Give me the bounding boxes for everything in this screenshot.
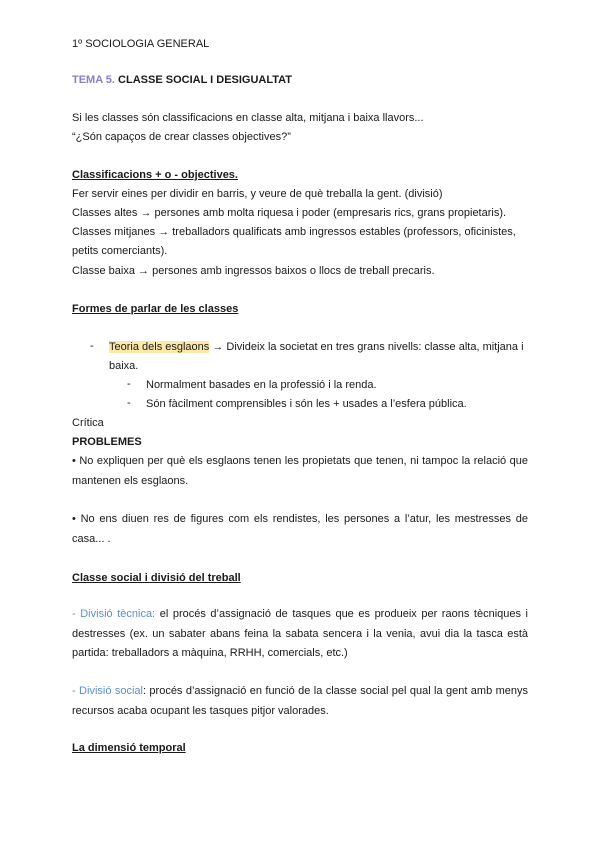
intro-line-2: “¿Són capaços de crear classes objectives?”: [72, 131, 291, 143]
problem-paragraph-1: • No expliquen per què els esglaons tenen les propietats que tenen, ni tampoc la relació que mantenen els esglaons.: [72, 455, 528, 487]
divisio-social-label: - Divisió social: [72, 685, 143, 697]
list-bullet-dash: -: [90, 340, 94, 352]
sublist-bullet-dash: -: [127, 397, 131, 409]
section-heading-formes: Formes de parlar de les classes: [72, 303, 239, 315]
section-heading-classificacions: Classificacions + o - objectives.: [72, 169, 238, 181]
section1-line-5: Classe baixa → persones amb ingressos baixos o llocs de treball precaris.: [72, 265, 435, 277]
section-heading-divisio: Classe social i divisió del treball: [72, 572, 241, 584]
list-item-text: → Divideix la societat en tres grans nivells: classe alta, mitjana i: [209, 341, 524, 353]
divisio-tecnica-paragraph: [72, 605, 528, 664]
problem-paragraph-2: • No ens diuen res de figures com els rendistes, les persones a l’atur, les mestresses de casa... .: [72, 513, 528, 545]
section-heading-temporal: La dimensió temporal: [72, 742, 186, 754]
list-item-continuation: baixa.: [109, 360, 139, 372]
divisio-social-paragraph: [72, 682, 528, 721]
highlighted-term: Teoria dels esglaons: [109, 341, 210, 353]
divisio-tecnica-text: el procés d’assignació de tasques que es produeix per raons tècniques i destresses (ex. un sabater abans feina la sabata sencera i la venia, avui dia la tasca està partida: treballadors a màquina, RRHH, comercials, etc.): [72, 608, 529, 659]
sublist-item-1: Normalment basades en la professió i la renda.: [146, 379, 377, 391]
critica-label: Crítica: [72, 417, 104, 429]
title-text: CLASSE SOCIAL I DESIGUALTAT: [115, 74, 293, 86]
sublist-bullet-dash: -: [127, 378, 131, 390]
problemes-heading: PROBLEMES: [72, 436, 142, 448]
section1-line-2: Classes altes → persones amb molta riquesa i poder (empresaris rics, grans propietaris).: [72, 207, 507, 219]
list-item-esglaons: [109, 340, 524, 354]
divisio-tecnica-label: - Divisió tècnica:: [72, 608, 156, 620]
document-title: [72, 73, 292, 87]
divisio-social-text: : procés d’assignació en funció de la classe social pel qual la gent amb menys recursos acaba ocupant les tasques pitjor valorades.: [72, 685, 528, 717]
section1-line-1: Fer servir eines per dividir en barris, y veure de què treballa la gent. (divisió): [72, 188, 443, 200]
sublist-item-2: Són fàcilment comprensibles i són les + usades a l’esfera pública.: [146, 398, 467, 410]
topic-number: TEMA 5.: [72, 74, 115, 86]
section1-line-3: Classes mitjanes → treballadors qualificats amb ingressos estables (professors, oficinistes,: [72, 226, 516, 238]
intro-line-1: Si les classes són classificacions en classe alta, mitjana i baixa llavors...: [72, 112, 424, 124]
section1-line-4: petits comerciants).: [72, 245, 168, 257]
page-header: 1º SOCIOLOGIA GENERAL: [72, 38, 210, 50]
